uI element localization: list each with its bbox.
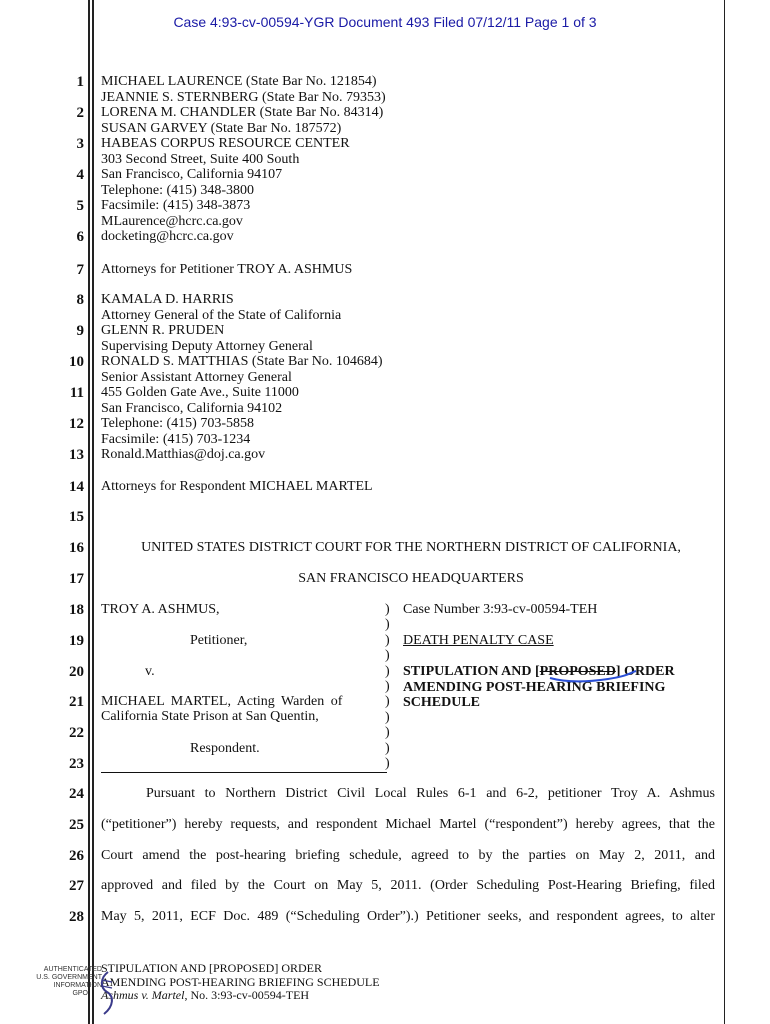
gpo-authentication-seal	[20, 966, 102, 998]
caption-paren: )	[385, 740, 390, 756]
line-number: 10	[69, 354, 84, 370]
caption-parens	[385, 602, 390, 771]
title-part-1: STIPULATION AND [	[403, 664, 540, 679]
petitioner-counsel-line: HABEAS CORPUS RESOURCE CENTER	[101, 136, 350, 151]
line-number: 7	[76, 262, 84, 278]
line-number: 16	[69, 540, 84, 556]
line-number: 28	[69, 909, 84, 925]
left-margin-rule-2	[92, 0, 94, 1024]
caption-respondent-name: MICHAEL MARTEL, Acting Warden of	[101, 694, 343, 709]
petitioner-counsel-line: MLaurence@hcrc.ca.gov	[101, 213, 243, 229]
line-number: 8	[76, 292, 84, 308]
line-number: 19	[69, 633, 84, 649]
gpo-seal-line-2: U.S. GOVERNMENT	[36, 974, 102, 981]
respondent-counsel-line: Supervising Deputy Attorney General	[101, 338, 313, 354]
respondent-counsel-line: RONALD S. MATTHIAS (State Bar No. 104684)	[101, 354, 383, 369]
caption-paren: )	[385, 679, 390, 695]
line-number: 11	[69, 385, 84, 401]
title-part-2: ] ORDER	[615, 664, 675, 679]
line-number: 25	[69, 817, 84, 833]
line-number: 2	[76, 105, 84, 121]
line-number: 13	[69, 447, 84, 463]
gpo-seal-line-3: INFORMATION	[53, 982, 102, 989]
footer-case-caption: Ashmus v. Martel	[101, 988, 185, 1002]
caption-petitioner-name: TROY A. ASHMUS,	[101, 602, 220, 617]
petitioner-attorneys-for: Attorneys for Petitioner TROY A. ASHMUS	[101, 262, 353, 277]
case-number: Case Number 3:93-cv-00594-TEH	[403, 602, 598, 617]
line-number: 27	[69, 878, 84, 894]
line-number: 3	[76, 136, 84, 152]
respondent-counsel-line: GLENN R. PRUDEN	[101, 323, 225, 338]
line-number: 9	[76, 323, 84, 339]
gpo-seal-line-1: AUTHENTICATED	[43, 966, 102, 973]
line-number: 17	[69, 571, 84, 587]
line-number: 20	[69, 664, 84, 680]
petitioner-counsel-line: San Francisco, California 94107	[101, 167, 283, 182]
respondent-counsel-line: 455 Golden Gate Ave., Suite 11000	[101, 385, 299, 400]
line-number: 21	[69, 694, 84, 710]
respondent-counsel-line: San Francisco, California 94102	[101, 400, 283, 416]
caption-paren: )	[385, 648, 390, 664]
respondent-counsel-line: Senior Assistant Attorney General	[101, 369, 292, 385]
line-number: 4	[76, 167, 84, 183]
pen-strike-mark	[548, 669, 640, 685]
court-division: SAN FRANCISCO HEADQUARTERS	[298, 571, 524, 586]
court-name: UNITED STATES DISTRICT COURT FOR THE NORTHERN DISTRICT OF CALIFORNIA,	[141, 540, 681, 555]
case-type: DEATH PENALTY CASE	[403, 633, 554, 648]
respondent-counsel-line: Facsimile: (415) 703-1234	[101, 431, 251, 447]
right-margin-rule	[724, 0, 725, 1024]
petitioner-counsel-line: MICHAEL LAURENCE (State Bar No. 121854)	[101, 74, 377, 89]
gpo-eagle-icon	[94, 970, 120, 1016]
petitioner-counsel-block	[101, 74, 386, 245]
caption-versus: v.	[145, 664, 155, 679]
body-line-26: Court amend the post-hearing briefing schedule, agreed to by the parties on May 2, 2011, and	[101, 848, 715, 863]
petitioner-counsel-line: JEANNIE S. STERNBERG (State Bar No. 79353)	[101, 89, 386, 105]
body-line-28: May 5, 2011, ECF Doc. 489 (“Scheduling Order”).) Petitioner seeks, and respondent agrees, to alter	[101, 909, 715, 924]
petitioner-counsel-line: 303 Second Street, Suite 400 South	[101, 151, 300, 167]
title-line-3: SCHEDULE	[403, 695, 481, 710]
petitioner-counsel-line: SUSAN GARVEY (State Bar No. 187572)	[101, 120, 342, 136]
caption-paren: )	[385, 663, 390, 679]
caption-paren: )	[385, 709, 390, 725]
petitioner-counsel-line: LORENA M. CHANDLER (State Bar No. 84314)	[101, 105, 384, 120]
caption-bottom-rule	[101, 772, 387, 773]
respondent-counsel-block	[101, 292, 383, 463]
caption-petitioner-role: Petitioner,	[190, 633, 248, 648]
respondent-counsel-line: Attorney General of the State of California	[101, 307, 342, 323]
caption-paren: )	[385, 756, 390, 772]
line-number: 14	[69, 479, 84, 495]
body-line-25: (“petitioner”) hereby requests, and respondent Michael Martel (“respondent”) hereby agrees, that the	[101, 817, 715, 832]
petitioner-counsel-line: docketing@hcrc.ca.gov	[101, 229, 234, 244]
line-number: 22	[69, 725, 84, 741]
line-number: 26	[69, 848, 84, 864]
title-line-2: AMENDING POST-HEARING BRIEFING	[403, 679, 666, 695]
caption-paren: )	[385, 694, 390, 710]
line-number: 1	[76, 74, 84, 90]
caption-paren: )	[385, 725, 390, 741]
respondent-attorneys-for: Attorneys for Respondent MICHAEL MARTEL	[101, 479, 373, 494]
caption-respondent-name-2: California State Prison at San Quentin,	[101, 709, 319, 724]
footer	[101, 962, 380, 1003]
left-margin-rule-1	[88, 0, 90, 1024]
footer-case-number: , No. 3:93-cv-00594-TEH	[184, 988, 310, 1002]
caption-respondent-role: Respondent.	[190, 741, 260, 756]
body-line-27: approved and filed by the Court on May 5, 2011. (Order Scheduling Post-Hearing Briefing, filed	[101, 878, 715, 893]
line-number: 18	[69, 602, 84, 618]
line-number: 15	[69, 509, 84, 525]
caption-paren: )	[385, 617, 390, 633]
line-number: 23	[69, 756, 84, 772]
caption-paren: )	[385, 632, 390, 648]
case-header: Case 4:93-cv-00594-YGR Document 493 Filed 07/12/11 Page 1 of 3	[173, 14, 597, 30]
petitioner-counsel-line: Facsimile: (415) 348-3873	[101, 198, 251, 213]
respondent-counsel-line: Telephone: (415) 703-5858	[101, 416, 254, 431]
line-number: 5	[76, 198, 84, 214]
footer-line-3	[101, 989, 380, 1003]
caption-paren: )	[385, 602, 390, 617]
respondent-counsel-line: KAMALA D. HARRIS	[101, 292, 234, 307]
line-number: 12	[69, 416, 84, 432]
line-number: 6	[76, 229, 84, 245]
petitioner-counsel-line: Telephone: (415) 348-3800	[101, 182, 254, 198]
footer-line-1: STIPULATION AND [PROPOSED] ORDER	[101, 961, 323, 975]
respondent-counsel-line: Ronald.Matthias@doj.ca.gov	[101, 447, 266, 462]
footer-line-2: AMENDING POST-HEARING BRIEFING SCHEDULE	[101, 974, 380, 989]
body-line-24: Pursuant to Northern District Civil Local Rules 6-1 and 6-2, petitioner Troy A. Ashmus	[146, 786, 715, 801]
gpo-seal-line-4: GPO	[72, 990, 88, 997]
title-struck-word: PROPOSED	[539, 664, 616, 679]
line-number: 24	[69, 786, 84, 802]
